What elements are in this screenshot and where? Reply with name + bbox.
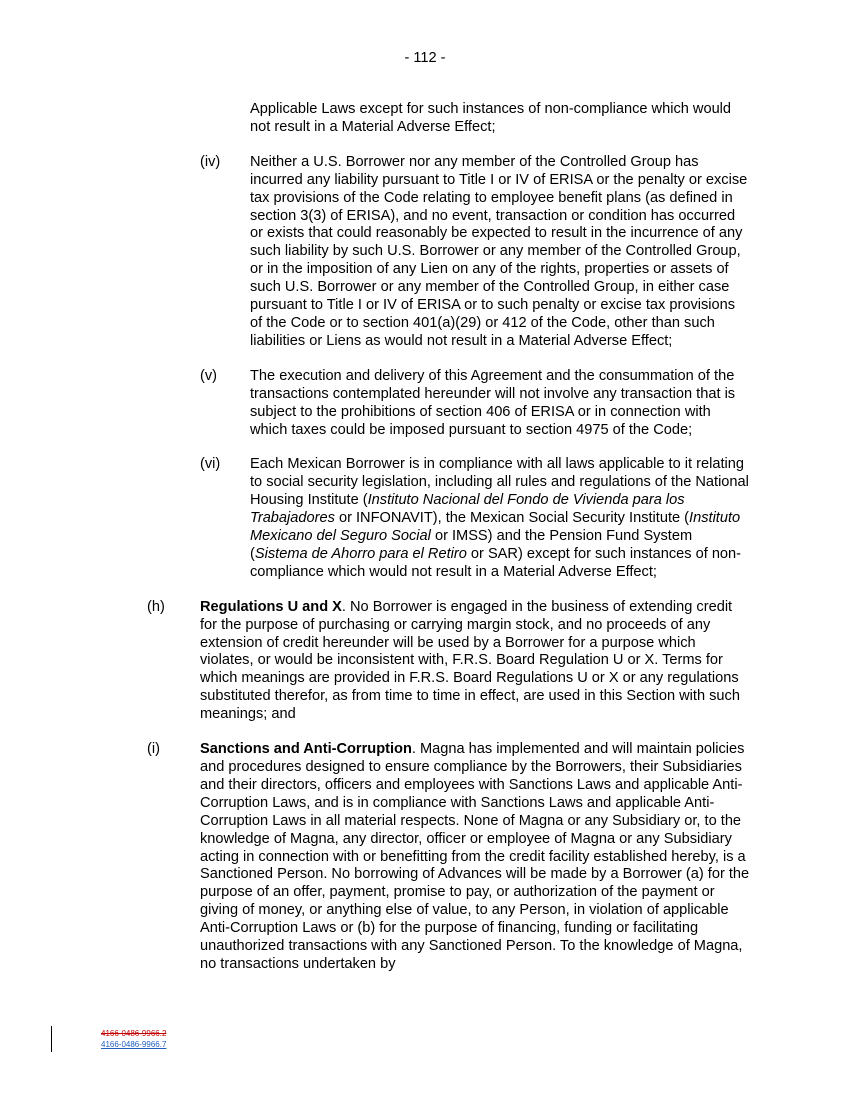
footer-deleted-doc-id: 4166-0486-9966.2 (101, 1029, 167, 1038)
clause-label: (v) (200, 367, 218, 384)
section-text: Sanctions and Anti-Corruption. Magna has implemented and will maintain policies and procedures designed to ensure compliance by the Borrowers, their Subsidiaries and their directors, officers and employees with Sanctions Laws and applicable Anti-Corruption Laws, and is in compliance with Sanctions Laws and applicable Anti-Corruption Laws in all material respects. None of Magna or any Subsidiary or, to the knowledge of Magna, any director, officer or employee of Magna or any Subsidiary acting in connection with or benefitting from the credit facility established hereby, is a Sanctioned Person. No borrowing of Advances will be made by a Borrower (a) for the purpose of an offer, payment, promise to pay, or authorization of the payment or giving of money, or anything else of value, to any Person, in violation of applicable Anti-Corruption Laws or (b) for the purpose of financing, funding or facilitating unauthorized transactions with any Sanctioned Person. To the knowledge of Magna, no transactions undertaken by (200, 741, 750, 972)
section-h (0, 599, 850, 724)
clause-vi (0, 456, 850, 581)
section-label: (i) (147, 741, 160, 758)
clause-iv (0, 154, 850, 351)
page-number: - 112 - (404, 50, 446, 66)
document-body (0, 101, 850, 974)
paragraph-text: Applicable Laws except for such instances of non-compliance which would not result in a Material Adverse Effect; (250, 101, 732, 135)
section-heading: Regulations U and X (200, 598, 342, 615)
continuation-paragraph (0, 101, 850, 137)
section-text: Regulations U and X. No Borrower is engaged in the business of extending credit for the purpose of purchasing or carrying margin stock, and no proceeds of any extension of credit hereunder will be used by a Borrower for a purpose which violates, or would be inconsistent with, F.R.S. Board Regulation U or X. Terms for which meanings are provided in F.R.S. Board Regulations U or X or any regulations substituted therefor, as from time to time in effect, are used in this Section with such meanings; and (200, 598, 740, 723)
spanish-term: Instituto Mexicano del Seguro Social (250, 510, 741, 545)
clause-text: Each Mexican Borrower is in compliance with all laws applicable to it relating to social security legislation, including all rules and regulations of the National Housing Institute (Instituto Nacional del Fondo de Vivienda para los Trabajadores or INFONAVIT), the Mexican Social Security Institute (Instituto Mexicano del Seguro Social or IMSS) and the Pension Fund System (Sistema de Ahorro para el Retiro or SAR) except for such instances of non-compliance which would not result in a Material Adverse Effect; (250, 456, 749, 580)
clause-label: (iv) (200, 153, 221, 170)
section-label: (h) (147, 598, 165, 615)
footer-inserted-doc-id: 4166-0486-9966.7 (101, 1040, 167, 1049)
section-i (0, 741, 850, 974)
clause-label: (vi) (200, 456, 221, 473)
clause-text: Neither a U.S. Borrower nor any member of the Controlled Group has incurred any liability pursuant to Title I or IV of ERISA or the penalty or excise tax provisions of the Code relating to employee benefit plans (as defined in section 3(3) of ERISA), and no event, transaction or condition has occurred or exists that could reasonably be expected to result in the incurrence of any such liability by such U.S. Borrower or any member of the Controlled Group, or in the imposition of any Lien on any of the rights, properties or assets of such U.S. Borrower or any member of the Controlled Group, in either case pursuant to Title I or IV of ERISA or to such penalty or excise tax provisions of the Code or to section 401(a)(29) or 412 of the Code, other than such liabilities or Liens as would not result in a Material Adverse Effect; (250, 153, 748, 349)
change-bar (51, 1026, 52, 1052)
clause-text: The execution and delivery of this Agreement and the consummation of the transactions contemplated hereunder will not involve any transaction that is subject to the prohibitions of section 406 of ERISA or in connection with which taxes could be imposed pursuant to section 4975 of the Code; (250, 367, 736, 438)
clause-v (0, 368, 850, 440)
section-heading: Sanctions and Anti-Corruption (200, 741, 412, 758)
spanish-term: Instituto Nacional del Fondo de Vivienda para los Trabajadores (250, 492, 685, 527)
spanish-term: Sistema de Ahorro para el Retiro (254, 545, 467, 562)
